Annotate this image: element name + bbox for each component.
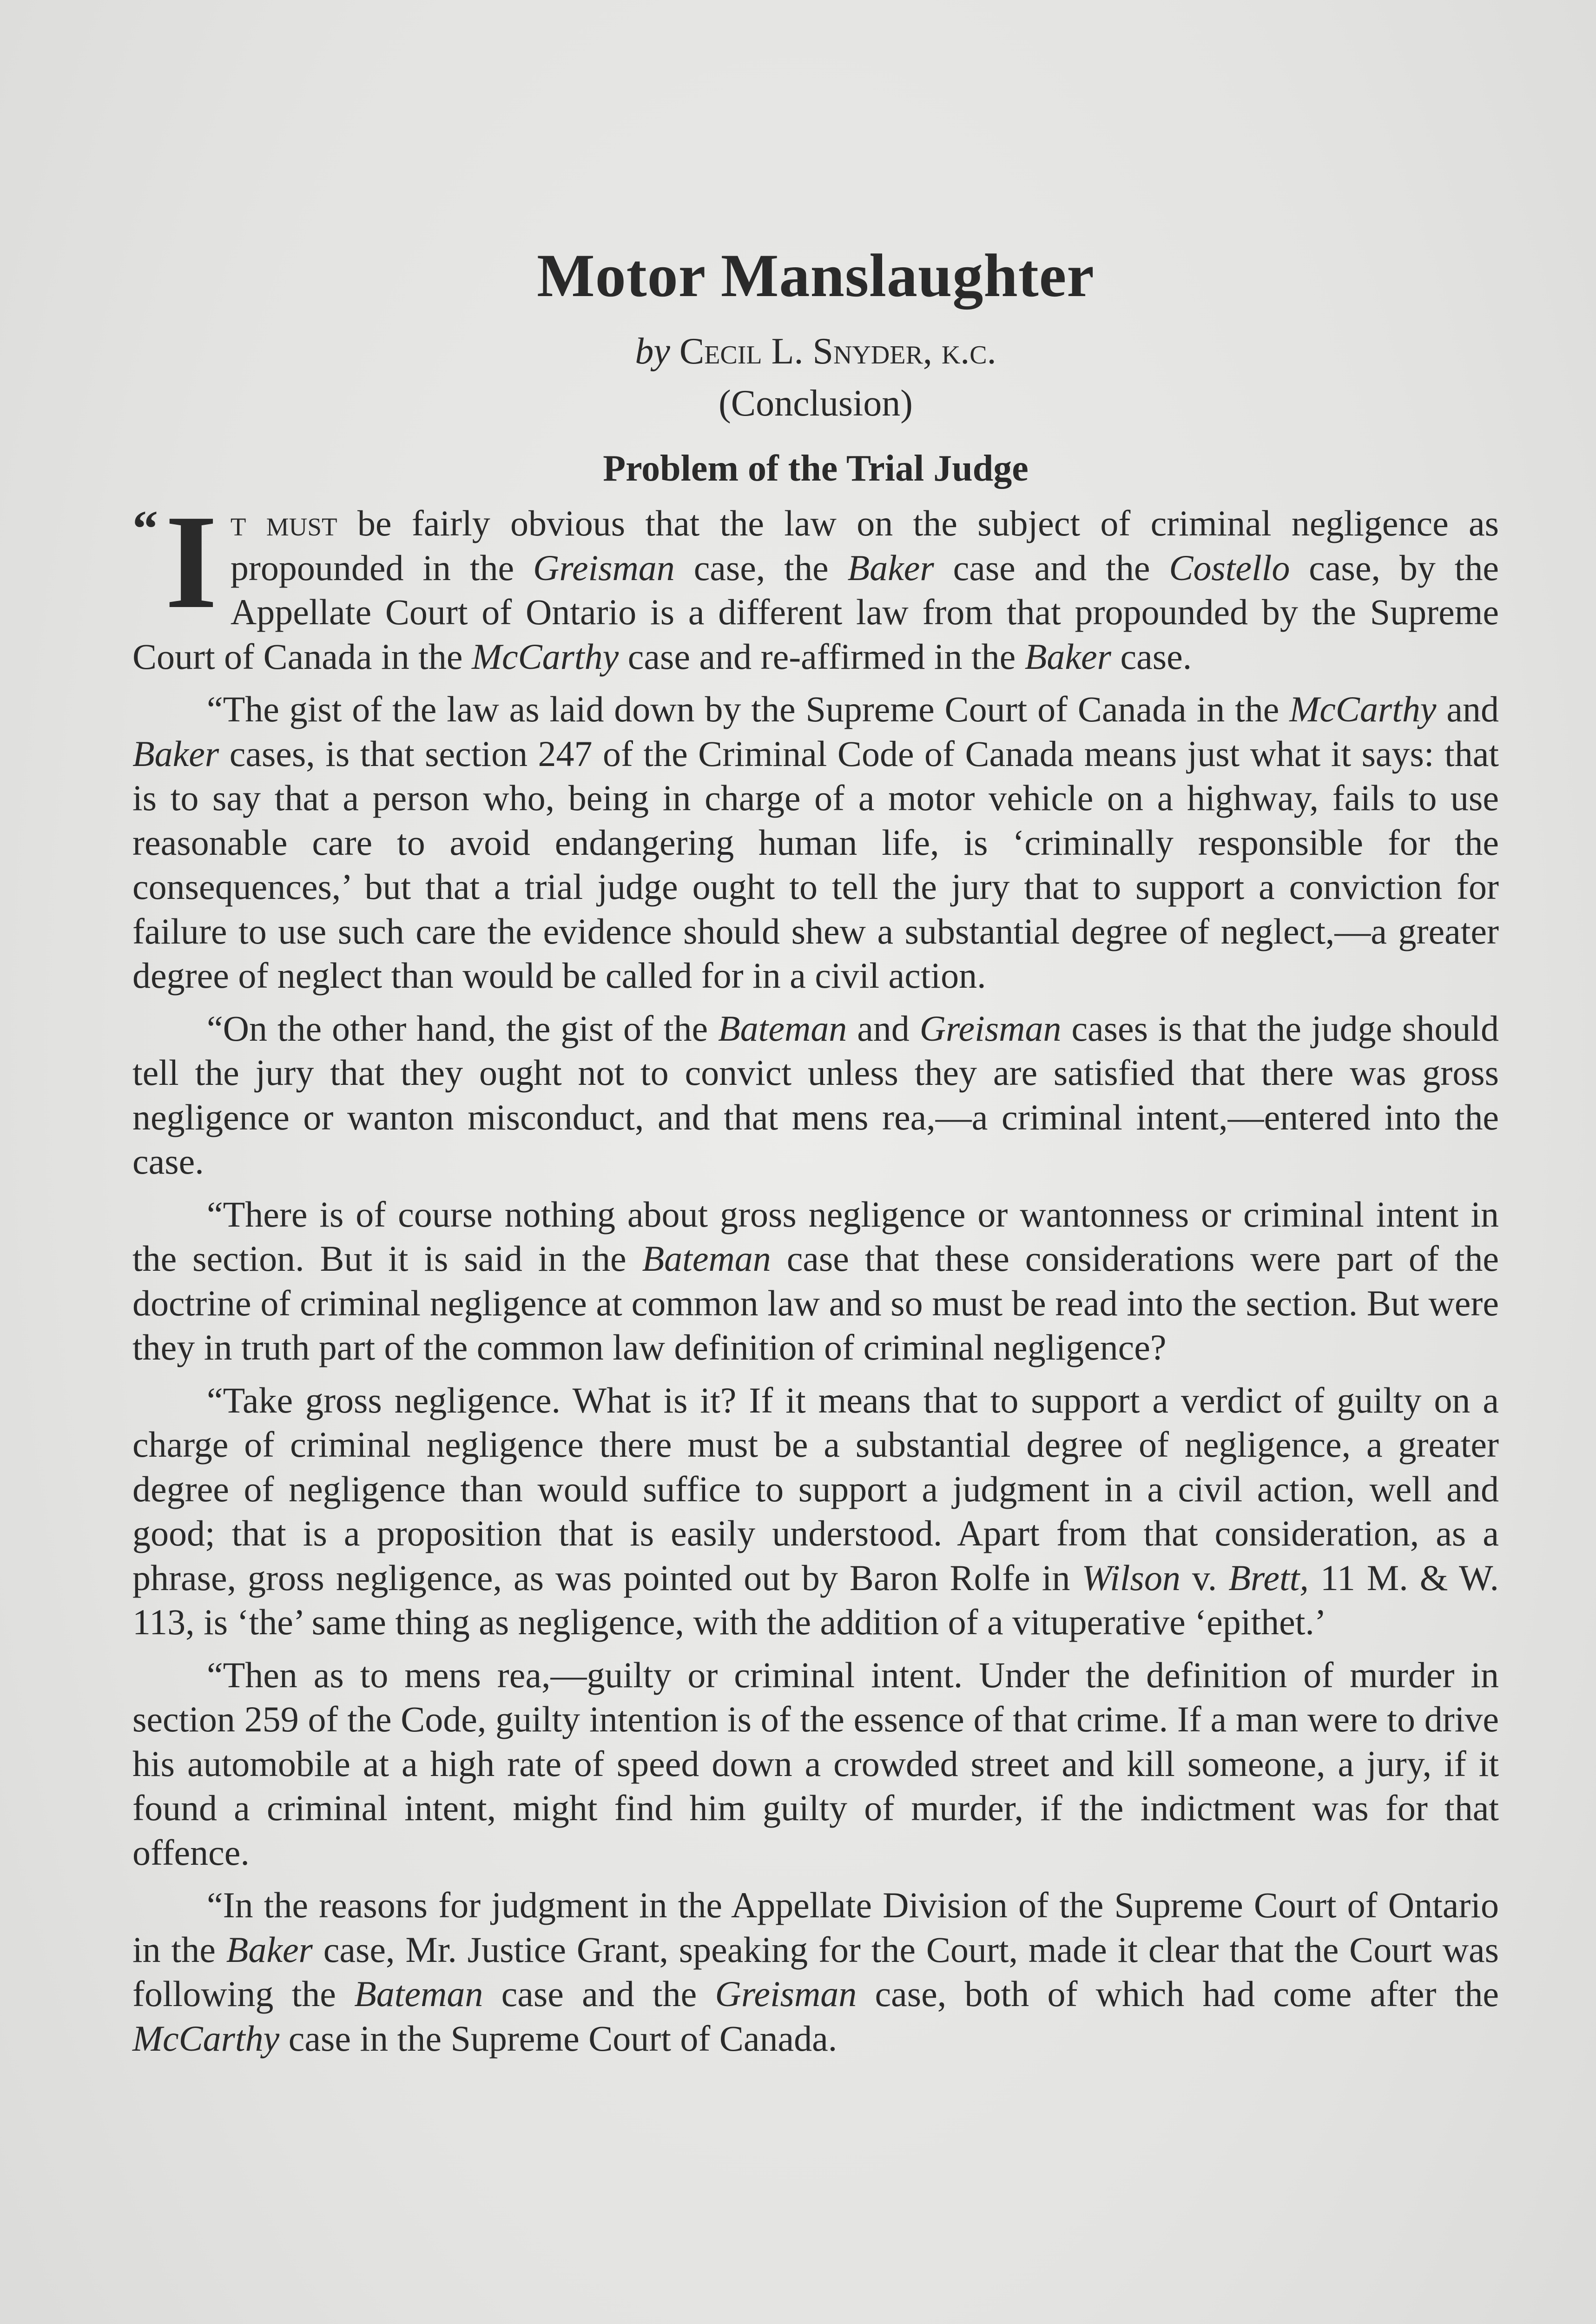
drop-cap [132,487,218,636]
body-paragraph [132,1378,1499,1644]
text-run: “Take gross negligence. What is it? If it means that to support a verdict of guilty on a charge of criminal negligence there must be a substantial degree of negligence, a greater degree of negligence than would suffice to support a judgment in a civil action, well and good; that is a proposition that is easily understood. Apart from that consideration, as a phrase, gross negligence, as was pointed out by Baron Rolfe in [132,1380,1499,1598]
body-paragraph [132,487,1499,679]
section-heading: Problem of the Trial Judge [603,448,1029,489]
text-run: case and the [483,1974,715,2014]
case-name: Bateman [718,1008,847,1049]
text-run: t must [230,503,337,543]
byline [132,329,1499,374]
text-run: case, by the Appellate Court of Ontario is a different law from that propounded by the Supreme Court of Canada in the [132,547,1499,677]
case-name: Bateman [354,1974,483,2014]
case-name: McCarthy [1289,689,1437,729]
text-run: cases, is that section 247 of the Criminal Code of Canada means just what it says: that is to say that a person who, being in charge of a motor vehicle on a highway, fails to use reasonable care to avoid endangering human life, is ‘criminally responsible for the consequences,’ but that a trial judge ought to tell the jury that to support a conviction for failure to use such care the evidence should shew a substantial degree of neglect,—a greater degree of neglect than would be called for in a civil action. [132,733,1499,996]
body-paragraph [132,1653,1499,1875]
case-name: McCarthy [132,2018,280,2059]
body-paragraph [132,1883,1499,2060]
case-name: Costello [1169,547,1290,588]
text-run: case. [1111,636,1192,677]
case-name: Baker [132,733,219,774]
text-run: 11 M. & W. 113, is ‘the’ same thing as negligence, with the addition of a vituperative ‘epithet.’ [132,1557,1499,1642]
text-run: cases is that the judge should tell the jury that they ought not to convict unless they are satisfied that there was gross negligence or wanton misconduct, and that mens rea,—a criminal intent,—entered into the case. [132,1008,1499,1182]
case-name: Wilson [1082,1557,1181,1598]
body-paragraph [132,1192,1499,1370]
text-run: case, Mr. Justice Grant, speaking for the Court, made it clear that the Court was following the [132,1929,1499,2014]
case-name: Greisman [919,1008,1062,1049]
text-run: case that these considerations were part of the doctrine of criminal negligence at common law and so must be read into the section. But were they in truth part of the common law definition of criminal negligence? [132,1238,1499,1367]
text-run: “On the other hand, the gist of the [207,1008,719,1049]
drop-cap-letter: I [165,487,218,636]
case-name: McCarthy [472,636,619,677]
byline-prefix: by [635,331,670,372]
article-note: (Conclusion) [719,383,913,424]
case-name: Baker [1024,636,1111,677]
text-run: “In the reasons for judgment in the Appellate Division of the Supreme Court of Ontario in the [132,1885,1499,1970]
text-run: case in the Supreme Court of Canada. [279,2018,838,2059]
drop-cap-quote: “ [132,500,158,557]
article-body [132,487,1499,2069]
text-run: v. [1180,1557,1229,1598]
article-title: Motor Manslaughter [537,241,1095,310]
case-name: Greisman [715,1974,857,2014]
case-name: Brett, [1228,1557,1309,1598]
text-run: “There is of course nothing about gross negligence or wantonness or criminal intent in the section. But it is said in the [132,1194,1499,1279]
body-paragraph [132,687,1499,998]
text-run: and [1436,689,1499,729]
text-run: case, the [674,547,848,588]
case-name: Bateman [642,1238,771,1279]
case-name: Baker [226,1929,313,1970]
text-run: case and the [934,547,1169,588]
author-name: Cecil L. Snyder, k.c. [679,331,996,372]
text-run: case and re-affirmed in the [619,636,1025,677]
text-run: be fairly obvious that the law on the subject of criminal negligence as propounded in the [230,503,1499,588]
body-paragraph [132,1006,1499,1184]
text-run: case, both of which had come after the [857,1974,1499,2014]
text-run: and [847,1008,920,1049]
text-run: “The gist of the law as laid down by the Supreme Court of Canada in the [207,689,1290,729]
case-name: Baker [847,547,934,588]
case-name: Greisman [533,547,675,588]
text-run: “Then as to mens rea,—guilty or criminal intent. Under the definition of murder in section 259 of the Code, guilty intention is of the essence of that crime. If a man were to drive his automobile at a high rate of speed down a crowded street and kill someone, a jury, if it found a criminal intent, might find him guilty of murder, if the indictment was for that offence. [132,1654,1499,1873]
